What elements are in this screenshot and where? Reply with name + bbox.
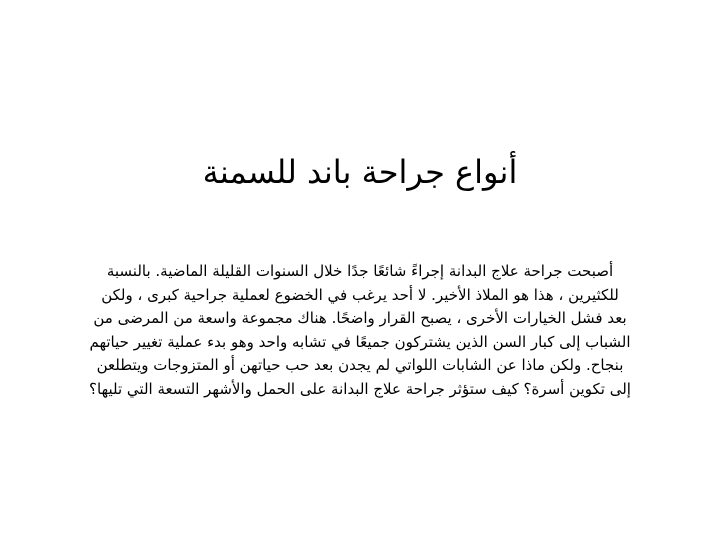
body-line-1: أصبحت جراحة علاج البدانة إجراءً شائعًا جدًا خلال السنوات القليلة الماضية. بالنسبة [106,262,614,280]
body-line-4: الشباب إلى كبار السن الذين يشتركون جميعًا في تشابه واحد وهو بدء عملية تغيير حياتهم [89,332,631,351]
body-line-3: بعد فشل الخيارات الأخرى ، يصبح القرار واضحًا. هناك مجموعة واسعة من المرضى من [93,309,627,328]
body-line-5: بنجاح. ولكن ماذا عن الشابات اللواتي لم يجدن بعد حب حياتهن أو المتزوجات ويتطلعن [96,356,624,375]
body-line-6: إلى تكوين أسرة؟ كيف ستؤثر جراحة علاج البدانة على الحمل والأشهر التسعة التي تليها؟ [89,379,631,398]
body-line-2: للكثيرين ، هذا هو الملاذ الأخير. لا أحد يرغب في الخضوع لعملية جراحية كبرى ، ولكن [101,285,619,304]
slide-title: أنواع جراحة باند للسمنة [202,153,518,191]
slide-body-text [72,260,648,402]
